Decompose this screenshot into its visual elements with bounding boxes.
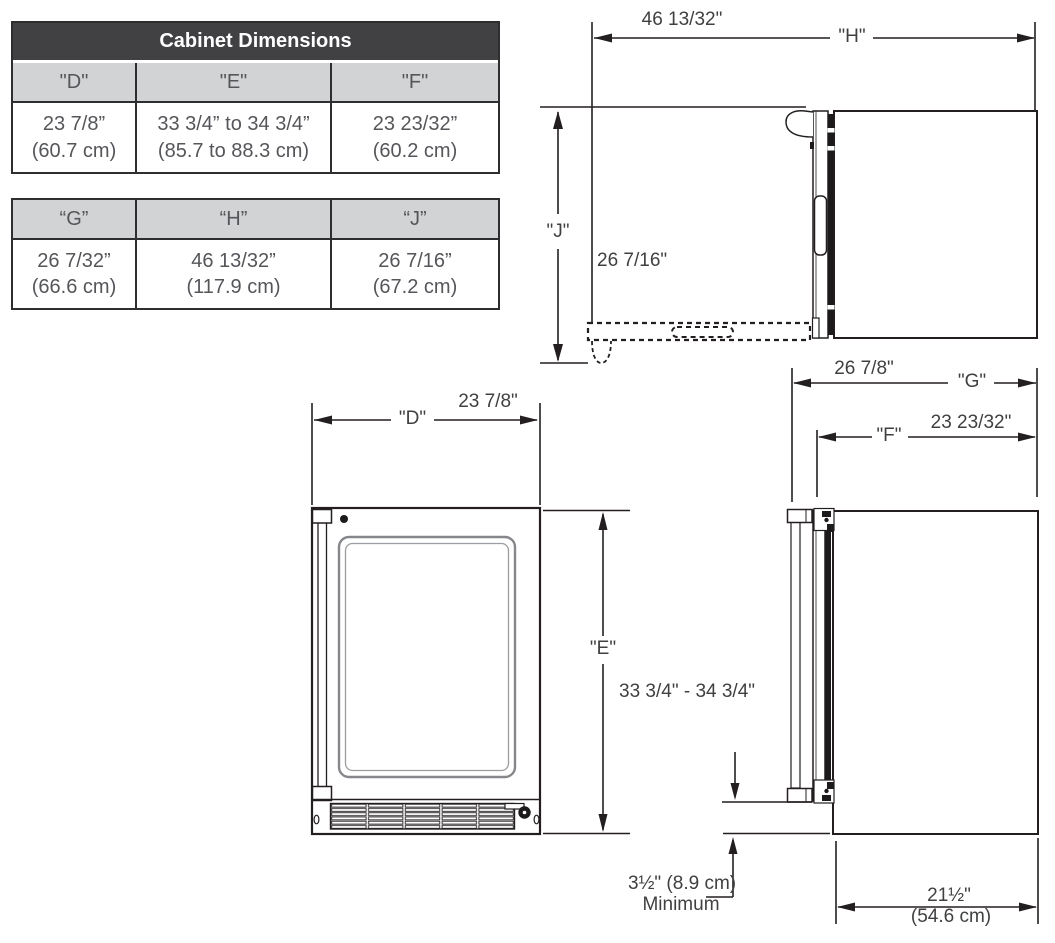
table1-value-e: 33 3/4” to 34 3/4” (85.7 to 88.3 cm) [137, 101, 332, 172]
table2-value-g: 26 7/32” (66.6 cm) [13, 238, 137, 308]
dim-g-label: "G" [957, 371, 987, 392]
table2-header-g: “G” [13, 200, 137, 238]
table-title: Cabinet Dimensions [13, 23, 498, 63]
gf-dimension-lines [792, 368, 1037, 502]
dim-g-value: 26 7/8" [834, 358, 894, 379]
table2-value-j: 26 7/16” (67.2 cm) [332, 238, 498, 308]
dim-e-value: 33 3/4" - 34 3/4" [619, 681, 756, 702]
dim-d-value: 23 7/8" [458, 391, 518, 412]
dim-h-label: "H" [838, 26, 866, 47]
dim-j-value: 26 7/16" [597, 250, 668, 271]
table1-value-d: 23 7/8” (60.7 cm) [13, 101, 137, 172]
dim-j-label: "J" [546, 221, 570, 242]
table1-header-d: "D" [13, 63, 137, 101]
table1-value-f: 23 23/32” (60.2 cm) [332, 101, 498, 172]
dim-bottom-depth-value: 21½" [927, 885, 971, 906]
dim-bottom-depth-metric: (54.6 cm) [910, 906, 992, 927]
table2-value-h: 46 13/32” (117.9 cm) [137, 238, 332, 308]
dim-f-value: 23 23/32" [930, 412, 1012, 433]
dim-clearance-note: Minimum [642, 894, 720, 915]
table1-header-e: "E" [137, 63, 332, 101]
table2-header-h: “H” [137, 200, 332, 238]
side-view-drawing [706, 509, 1038, 925]
top-view-drawing [540, 22, 1037, 363]
dim-h-value: 46 13/32" [641, 9, 723, 30]
table2-header-j: “J” [332, 200, 498, 238]
dim-clearance-value: 3½" (8.9 cm) [628, 873, 737, 894]
dim-f-label: "F" [876, 425, 902, 446]
dim-e-label: "E" [589, 638, 617, 659]
dim-d-label: "D" [398, 408, 427, 429]
front-view-drawing [312, 403, 630, 834]
table1-header-f: "F" [332, 63, 498, 101]
